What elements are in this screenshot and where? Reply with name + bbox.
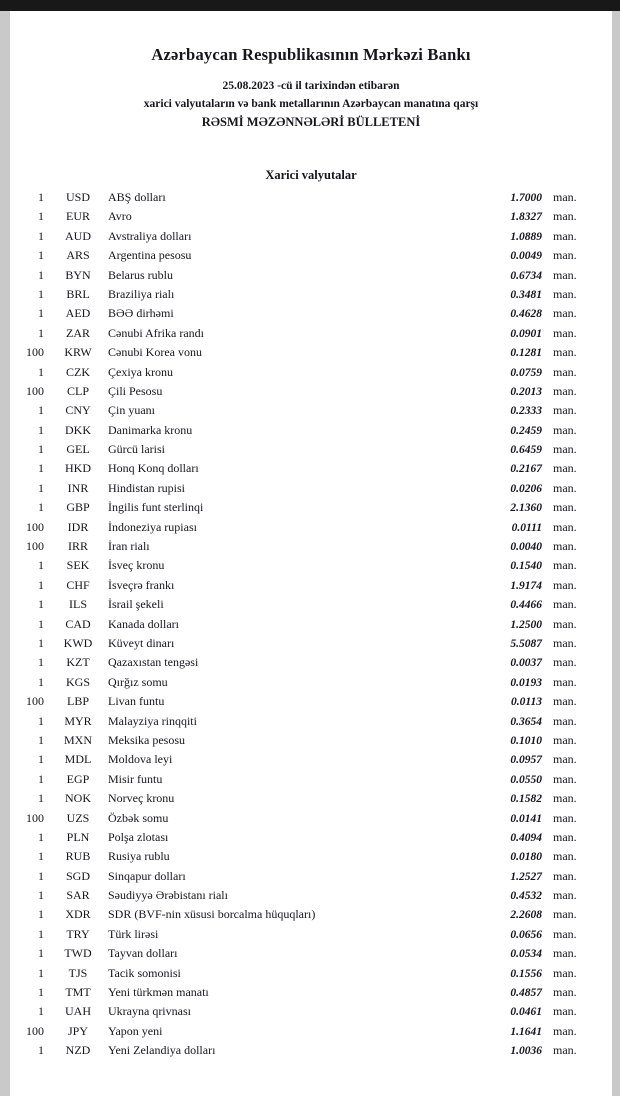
currency-quantity: 100 xyxy=(26,1023,44,1038)
currency-name: Çin yuanı xyxy=(108,403,155,418)
currency-rate: 0.1556 xyxy=(510,967,542,980)
currency-code: INR xyxy=(67,480,89,495)
currency-code: CLP xyxy=(66,383,89,398)
currency-rate: 1.7000 xyxy=(510,192,542,204)
currency-code: BRL xyxy=(66,286,90,301)
currency-unit: man. xyxy=(553,209,577,224)
table-row xyxy=(10,459,592,478)
currency-code: MYR xyxy=(64,713,92,728)
currency-name: Cənubi Afrika randı xyxy=(108,325,204,340)
currency-rate: 0.0040 xyxy=(510,541,542,554)
currency-unit: man. xyxy=(553,480,577,495)
currency-rate: 1.0889 xyxy=(510,230,542,243)
currency-quantity: 1 xyxy=(38,907,44,922)
currency-name: Cənubi Korea vonu xyxy=(108,345,202,360)
table-row xyxy=(10,847,592,866)
currency-code: TMT xyxy=(65,985,91,1000)
table-row xyxy=(10,867,592,886)
currency-unit: man. xyxy=(553,888,577,903)
bank-title: Azərbaycan Respublikasının Mərkəzi Bankı xyxy=(151,45,471,64)
currency-quantity: 1 xyxy=(38,965,44,980)
table-row xyxy=(10,964,592,983)
currency-unit: man. xyxy=(553,985,577,1000)
currency-rate: 5.5087 xyxy=(510,637,542,650)
currency-unit: man. xyxy=(553,597,577,612)
currency-code: LBP xyxy=(66,694,89,709)
currency-unit: man. xyxy=(553,655,577,670)
currency-unit: man. xyxy=(553,965,577,980)
table-row xyxy=(10,537,592,556)
currency-unit: man. xyxy=(553,422,577,437)
currency-unit: man. xyxy=(553,577,577,592)
table-row xyxy=(10,479,592,498)
currency-name: Küveyt dinarı xyxy=(108,635,175,650)
currency-rate: 0.0759 xyxy=(510,366,542,379)
currency-rate: 0.0193 xyxy=(510,676,542,689)
currency-code: ARS xyxy=(66,248,90,263)
currency-unit: man. xyxy=(553,403,577,418)
currency-unit: man. xyxy=(553,519,577,534)
currency-code: AUD xyxy=(65,228,91,243)
currency-code: CZK xyxy=(66,364,90,379)
document-page xyxy=(10,11,612,1096)
currency-unit: man. xyxy=(553,267,577,282)
table-row xyxy=(10,653,592,672)
currency-name: Çexiya kronu xyxy=(108,364,173,379)
table-row xyxy=(10,731,592,750)
currency-quantity: 100 xyxy=(26,383,44,398)
currency-unit: man. xyxy=(553,907,577,922)
currency-quantity: 1 xyxy=(38,655,44,670)
currency-name: Misir funtu xyxy=(108,771,163,786)
currency-code: RUB xyxy=(65,849,91,864)
currency-rate: 0.2167 xyxy=(510,463,542,476)
currency-unit: man. xyxy=(553,791,577,806)
currency-code: SAR xyxy=(66,888,90,903)
table-row xyxy=(10,1022,592,1041)
currency-rate: 0.0113 xyxy=(511,696,542,709)
currency-code: UAH xyxy=(65,1004,91,1019)
currency-code: SEK xyxy=(66,558,90,573)
table-row xyxy=(10,828,592,847)
currency-code: EGP xyxy=(66,771,90,786)
currency-code: JPY xyxy=(67,1023,88,1038)
currency-quantity: 1 xyxy=(38,286,44,301)
currency-quantity: 1 xyxy=(38,306,44,321)
currency-rate: 0.4857 xyxy=(510,987,542,1000)
currency-quantity: 1 xyxy=(38,791,44,806)
currency-unit: man. xyxy=(553,713,577,728)
currency-quantity: 1 xyxy=(38,228,44,243)
currency-rate: 0.0534 xyxy=(510,948,542,961)
currency-rate: 2.1360 xyxy=(510,502,542,515)
table-row xyxy=(10,188,592,207)
currency-rate: 0.1281 xyxy=(510,347,542,360)
currency-unit: man. xyxy=(553,325,577,340)
currency-code: TRY xyxy=(66,926,90,941)
currency-code: CHF xyxy=(66,577,90,592)
currency-rate: 0.3481 xyxy=(510,288,542,301)
table-row xyxy=(10,770,592,789)
currency-rate: 1.2500 xyxy=(510,618,542,631)
currency-name: Gürcü larisi xyxy=(108,442,165,457)
currency-name: Yeni Zelandiya dolları xyxy=(108,1043,216,1058)
currency-name: Yapon yeni xyxy=(108,1023,163,1038)
currency-quantity: 1 xyxy=(38,888,44,903)
currency-unit: man. xyxy=(553,286,577,301)
table-row xyxy=(10,382,592,401)
currency-quantity: 1 xyxy=(38,442,44,457)
currency-name: Malayziya rinqqiti xyxy=(108,713,197,728)
currency-name: Livan funtu xyxy=(108,694,165,709)
table-row xyxy=(10,518,592,537)
subtitle-description: xarici valyutaların və bank metallarının Azərbaycan manatına qarşı xyxy=(143,98,479,110)
table-row xyxy=(10,1002,592,1021)
currency-quantity: 1 xyxy=(38,849,44,864)
currency-quantity: 1 xyxy=(38,267,44,282)
currency-code: PLN xyxy=(66,829,90,844)
currency-name: Türk lirəsi xyxy=(108,926,159,941)
currency-code: KZT xyxy=(66,655,90,670)
currency-quantity: 100 xyxy=(26,810,44,825)
currency-name: İsveçrə frankı xyxy=(108,577,175,592)
currency-code: ILS xyxy=(69,597,87,612)
currency-code: CNY xyxy=(65,403,91,418)
currency-rate: 1.8327 xyxy=(510,211,542,224)
currency-rate: 0.6734 xyxy=(510,269,542,282)
currency-unit: man. xyxy=(553,442,577,457)
table-row xyxy=(10,809,592,828)
currency-unit: man. xyxy=(553,345,577,360)
currency-rate: 0.1582 xyxy=(510,793,542,806)
currency-rate: 0.0180 xyxy=(510,851,542,864)
currency-name: İsveç kronu xyxy=(108,558,165,573)
currency-unit: man. xyxy=(553,1004,577,1019)
currency-name: Yeni türkmən manatı xyxy=(108,985,209,1000)
currency-rate: 0.0550 xyxy=(510,773,542,786)
currency-unit: man. xyxy=(553,228,577,243)
currency-quantity: 1 xyxy=(38,364,44,379)
table-row xyxy=(10,789,592,808)
effective-date-line: 25.08.2023 -cü il tarixindən etibarən xyxy=(222,80,400,92)
currency-unit: man. xyxy=(553,539,577,554)
currency-quantity: 1 xyxy=(38,732,44,747)
currency-quantity: 1 xyxy=(38,946,44,961)
currency-unit: man. xyxy=(553,1023,577,1038)
currency-rate: 0.0111 xyxy=(511,521,542,534)
currency-quantity: 1 xyxy=(38,190,44,204)
currency-name: Kanada dolları xyxy=(108,616,179,631)
currency-name: Norveç kronu xyxy=(108,791,175,806)
currency-quantity: 1 xyxy=(38,325,44,340)
currency-unit: man. xyxy=(553,461,577,476)
currency-code: BYN xyxy=(65,267,91,282)
currency-quantity: 1 xyxy=(38,500,44,515)
currency-quantity: 1 xyxy=(38,422,44,437)
currency-unit: man. xyxy=(553,635,577,650)
currency-name: Argentina pesosu xyxy=(108,248,192,263)
currency-name: Özbək somu xyxy=(108,810,169,825)
currency-rate: 0.3654 xyxy=(510,715,542,728)
currency-rate: 0.1540 xyxy=(510,560,542,573)
currency-unit: man. xyxy=(553,771,577,786)
currency-unit: man. xyxy=(553,849,577,864)
currency-unit: man. xyxy=(553,616,577,631)
table-row xyxy=(10,246,592,265)
currency-unit: man. xyxy=(553,558,577,573)
currency-quantity: 1 xyxy=(38,752,44,767)
currency-rate: 0.4466 xyxy=(510,599,542,612)
currency-name: Avro xyxy=(108,209,132,224)
currency-name: ABŞ dolları xyxy=(108,190,166,204)
currency-code: IRR xyxy=(67,539,88,554)
currency-quantity: 1 xyxy=(38,597,44,612)
currency-name: Moldova leyi xyxy=(108,752,173,767)
table-row xyxy=(10,886,592,905)
table-row xyxy=(10,634,592,653)
currency-quantity: 1 xyxy=(38,248,44,263)
table-row xyxy=(10,576,592,595)
currency-unit: man. xyxy=(553,810,577,825)
currency-unit: man. xyxy=(553,383,577,398)
currency-code: DKK xyxy=(65,422,91,437)
currency-unit: man. xyxy=(553,190,577,204)
currency-name: Hindistan rupisi xyxy=(108,480,185,495)
currency-code: XDR xyxy=(65,907,91,922)
currency-rate: 0.4628 xyxy=(510,308,542,321)
currency-name: Qazaxıstan tengəsi xyxy=(108,655,199,670)
currency-quantity: 1 xyxy=(38,985,44,1000)
currency-code: AED xyxy=(65,306,91,321)
currency-rate: 1.9174 xyxy=(510,579,542,592)
table-row xyxy=(10,750,592,769)
table-row xyxy=(10,207,592,226)
currency-unit: man. xyxy=(553,1043,577,1058)
currency-unit: man. xyxy=(553,694,577,709)
table-row xyxy=(10,227,592,246)
currency-rate: 0.6459 xyxy=(510,444,542,457)
currency-name: Sinqapur dolları xyxy=(108,868,186,883)
currency-rate: 0.4094 xyxy=(510,831,542,844)
currency-quantity: 1 xyxy=(38,616,44,631)
currency-unit: man. xyxy=(553,674,577,689)
currency-name: Qırğız somu xyxy=(108,674,168,689)
currency-quantity: 1 xyxy=(38,829,44,844)
currency-rate: 1.1641 xyxy=(510,1025,542,1038)
currency-name: Polşa zlotası xyxy=(108,829,169,844)
currency-code: GEL xyxy=(66,442,90,457)
currency-quantity: 1 xyxy=(38,1004,44,1019)
currency-unit: man. xyxy=(553,364,577,379)
currency-quantity: 1 xyxy=(38,713,44,728)
currency-rate: 0.1010 xyxy=(510,734,542,747)
currency-name: BƏƏ dirhəmi xyxy=(108,306,174,321)
section-title-foreign-currencies: Xarici valyutalar xyxy=(265,168,357,182)
currency-quantity: 100 xyxy=(26,345,44,360)
currency-rate: 0.0901 xyxy=(510,327,542,340)
currency-code: IDR xyxy=(67,519,89,534)
currency-code: TJS xyxy=(68,965,88,980)
currency-quantity: 100 xyxy=(26,539,44,554)
table-row xyxy=(10,401,592,420)
currency-code: USD xyxy=(65,190,90,204)
currency-name: Braziliya rialı xyxy=(108,286,175,301)
currency-unit: man. xyxy=(553,306,577,321)
table-row xyxy=(10,421,592,440)
table-row xyxy=(10,363,592,382)
currency-rate: 0.0206 xyxy=(510,482,542,495)
currency-quantity: 1 xyxy=(38,209,44,224)
currency-quantity: 1 xyxy=(38,635,44,650)
table-row xyxy=(10,692,592,711)
currency-quantity: 1 xyxy=(38,674,44,689)
currency-quantity: 1 xyxy=(38,558,44,573)
currency-rate: 0.0037 xyxy=(510,657,542,670)
currency-quantity: 100 xyxy=(26,519,44,534)
currency-name: Tacik somonisi xyxy=(108,965,181,980)
table-row xyxy=(10,266,592,285)
currency-quantity: 100 xyxy=(26,694,44,709)
currency-code: GBP xyxy=(66,500,90,515)
table-row xyxy=(10,285,592,304)
currency-name: Belarus rublu xyxy=(108,267,173,282)
rates-table-body xyxy=(10,188,612,1061)
currency-unit: man. xyxy=(553,500,577,515)
currency-rate: 2.2608 xyxy=(510,909,542,922)
currency-unit: man. xyxy=(553,926,577,941)
currency-unit: man. xyxy=(553,752,577,767)
currency-name: Ukrayna qrivnası xyxy=(108,1004,191,1019)
currency-name: İsrail şekeli xyxy=(108,597,164,612)
currency-quantity: 1 xyxy=(38,771,44,786)
currency-rate: 0.0461 xyxy=(510,1006,542,1019)
table-row xyxy=(10,673,592,692)
currency-code: KWD xyxy=(63,635,93,650)
currency-unit: man. xyxy=(553,868,577,883)
currency-name: İngilis funt sterlinqi xyxy=(108,500,204,515)
bulletin-title: RƏSMİ MƏZƏNNƏLƏRİ BÜLLETENİ xyxy=(201,115,421,129)
document-header xyxy=(10,45,612,132)
currency-unit: man. xyxy=(553,946,577,961)
currency-rate: 0.2333 xyxy=(510,405,542,418)
currency-unit: man. xyxy=(553,248,577,263)
table-row xyxy=(10,595,592,614)
currency-rate: 0.0141 xyxy=(510,812,542,825)
currency-name: Çili Pesosu xyxy=(108,383,163,398)
currency-rate: 0.0656 xyxy=(510,928,542,941)
currency-code: TWD xyxy=(64,946,92,961)
currency-quantity: 1 xyxy=(38,461,44,476)
currency-rate: 1.0036 xyxy=(510,1045,542,1058)
table-row xyxy=(10,556,592,575)
currency-unit: man. xyxy=(553,829,577,844)
currency-name: İran rialı xyxy=(108,539,150,554)
currency-code: MXN xyxy=(63,732,92,747)
currency-name: Meksika pesosu xyxy=(108,732,185,747)
currency-quantity: 1 xyxy=(38,1043,44,1058)
currency-rate: 0.0957 xyxy=(510,754,542,767)
currency-rate: 0.4532 xyxy=(510,890,542,903)
currency-rate: 0.2459 xyxy=(510,424,542,437)
currency-code: ZAR xyxy=(66,325,90,340)
currency-unit: man. xyxy=(553,732,577,747)
currency-quantity: 1 xyxy=(38,868,44,883)
currency-rate: 0.2013 xyxy=(510,385,542,398)
table-row xyxy=(10,944,592,963)
currency-code: CAD xyxy=(65,616,91,631)
currency-code: UZS xyxy=(66,810,90,825)
currency-quantity: 1 xyxy=(38,403,44,418)
currency-name: SDR (BVF-nin xüsusi borcalma hüquqları) xyxy=(108,907,316,922)
currency-quantity: 1 xyxy=(38,480,44,495)
currency-code: NZD xyxy=(65,1043,91,1058)
currency-name: Tayvan dolları xyxy=(108,946,178,961)
table-row xyxy=(10,712,592,731)
table-row xyxy=(10,440,592,459)
currency-quantity: 1 xyxy=(38,577,44,592)
currency-code: SGD xyxy=(65,868,90,883)
table-row xyxy=(10,324,592,343)
currency-name: Honq Konq dolları xyxy=(108,461,199,476)
table-row xyxy=(10,343,592,362)
currency-code: HKD xyxy=(65,461,91,476)
currency-name: İndoneziya rupiası xyxy=(108,519,197,534)
currency-name: Danimarka kronu xyxy=(108,422,193,437)
currency-code: EUR xyxy=(66,209,90,224)
currency-name: Səudiyyə Ərəbistanı rialı xyxy=(108,888,228,903)
currency-rate: 0.0049 xyxy=(510,250,542,263)
currency-code: NOK xyxy=(65,791,91,806)
currency-code: KRW xyxy=(64,345,92,360)
window-top-bar xyxy=(0,0,620,11)
currency-code: KGS xyxy=(65,674,90,689)
table-row xyxy=(10,498,592,517)
currency-code: MDL xyxy=(64,752,92,767)
currency-name: Rusiya rublu xyxy=(108,849,170,864)
table-row xyxy=(10,1041,592,1060)
table-row xyxy=(10,983,592,1002)
table-row xyxy=(10,615,592,634)
table-row xyxy=(10,905,592,924)
currency-quantity: 1 xyxy=(38,926,44,941)
table-row xyxy=(10,304,592,323)
currency-rate: 1.2527 xyxy=(510,870,542,883)
table-row xyxy=(10,925,592,944)
currency-name: Avstraliya dolları xyxy=(108,228,192,243)
